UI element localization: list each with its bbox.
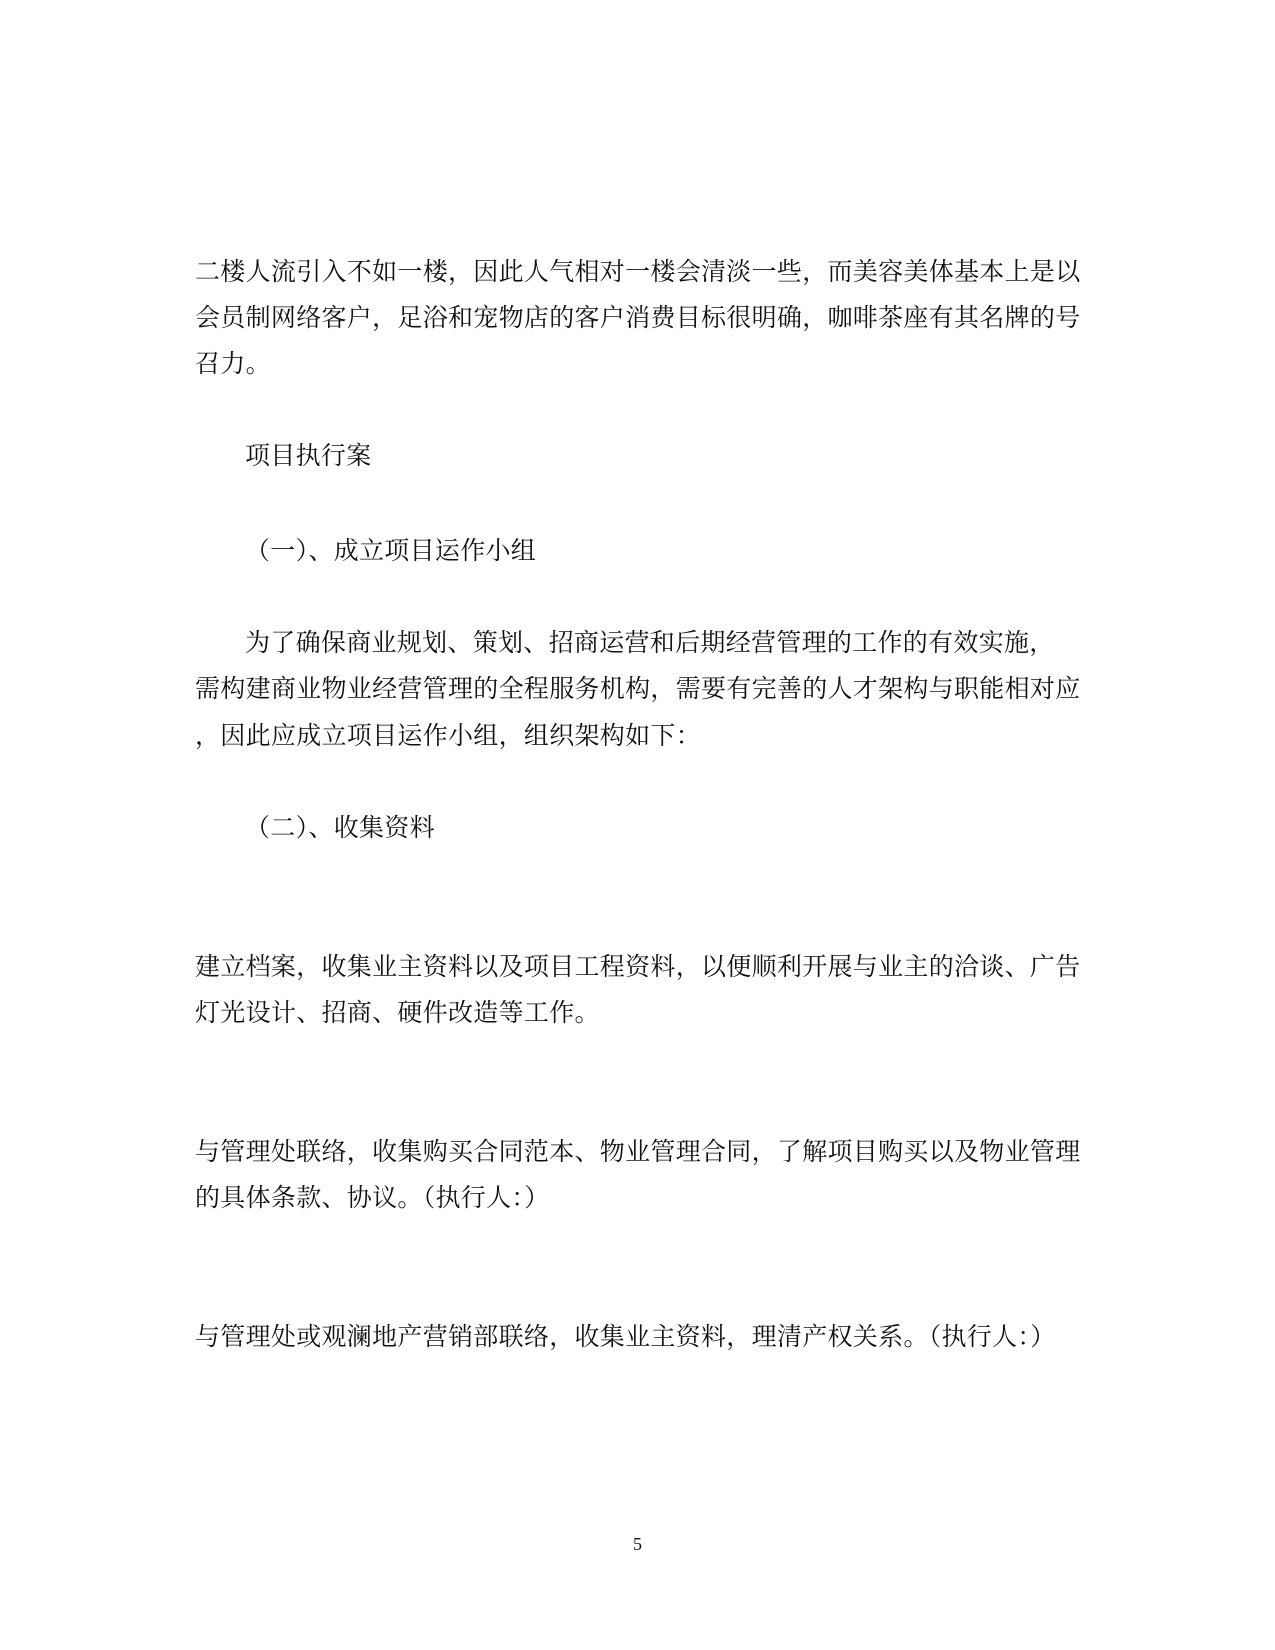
paragraph-line: 为了确保商业规划、策划、招商运营和后期经营管理的工作的有效实施， [245,628,1055,657]
paragraph-line: ，因此应成立项目运作小组，组织架构如下： [195,721,702,750]
section-heading: 项目执行案 [245,441,372,470]
paragraph-line: 建立档案，收集业主资料以及项目工程资料，以便顺利开展与业主的洽谈、广告 [195,952,1081,981]
subsection-heading: （二）、收集资料 [245,813,435,842]
paragraph-line: 会员制网络客户，足浴和宠物店的客户消费目标很明确，咖啡茶座有其名牌的号 [195,303,1081,332]
paragraph-line: 与管理处联络，收集购买合同范本、物业管理合同，了解项目购买以及物业管理 [195,1137,1081,1166]
paragraph-line: 的具体条款、协议。（执行人：） [195,1183,550,1212]
paragraph-line: 二楼人流引入不如一楼，因此人气相对一楼会清淡一些，而美容美体基本上是以 [195,257,1081,286]
paragraph-line: 召力。 [195,349,271,378]
paragraph-line: 灯光设计、招商、硬件改造等工作。 [195,998,600,1027]
subsection-heading: （一）、成立项目运作小组 [245,536,537,565]
paragraph-line: 需构建商业物业经营管理的全程服务机构，需要有完善的人才架构与职能相对应 [195,674,1081,703]
paragraph-line: 与管理处或观澜地产营销部联络，收集业主资料，理清产权关系。（执行人：） [195,1322,1056,1351]
page-number: 5 [633,1534,642,1554]
